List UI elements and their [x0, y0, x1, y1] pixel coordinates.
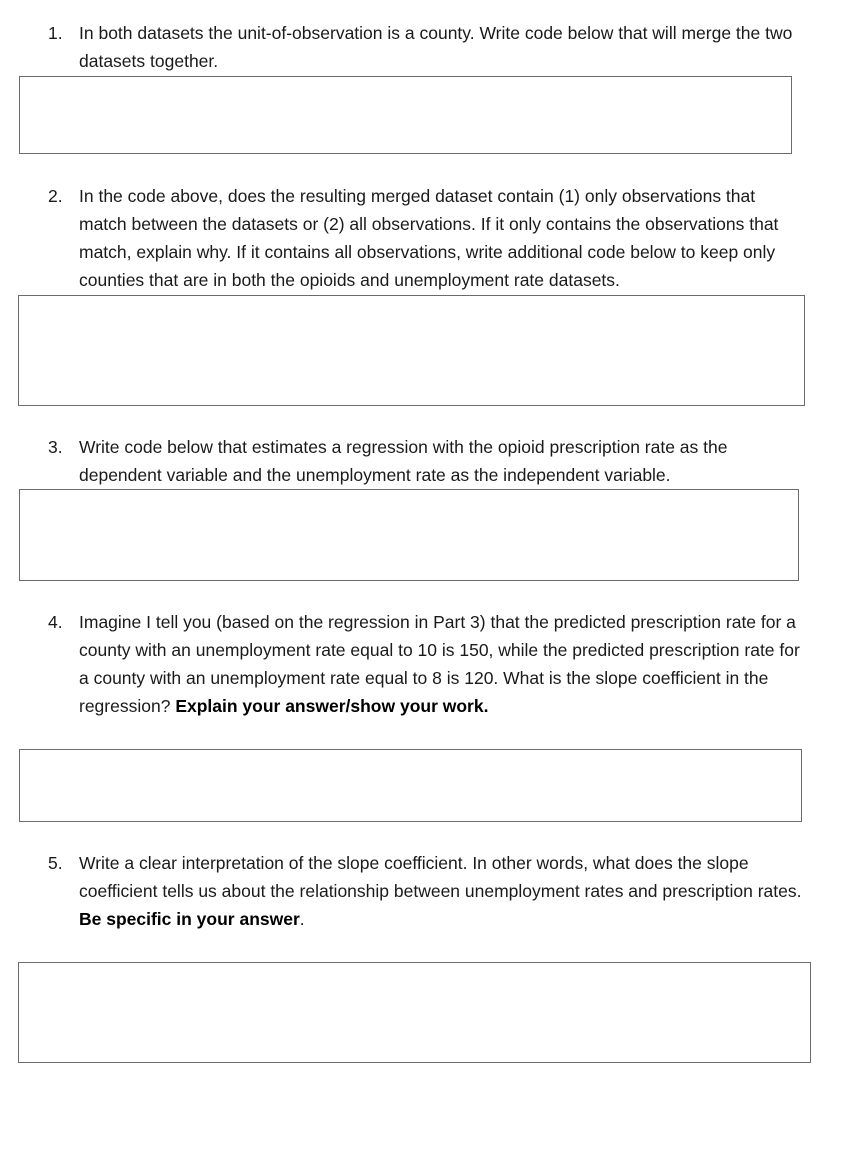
question-number: 5.	[48, 853, 63, 873]
question-text: Write code below that estimates a regression with the opioid prescription rate as the dependent variable and the unemployment rate as the independent variable.	[79, 437, 728, 485]
answer-box-2[interactable]	[18, 295, 805, 406]
question-text: In both datasets the unit-of-observation is a county. Write code below that will merge the two datasets together.	[79, 23, 793, 71]
answer-box-4[interactable]	[19, 749, 802, 822]
question-text: In the code above, does the resulting merged dataset contain (1) only observations that match between the datasets or (2) all observations. If it only contains the observations that match, explain why. If it contains all observations, write additional code below to keep only counties that are in both the opioids and unemployment rate datasets.	[79, 186, 779, 290]
question-number: 1.	[48, 23, 63, 43]
question-number: 3.	[48, 437, 63, 457]
question-text: Imagine I tell you (based on the regression in Part 3) that the predicted prescription rate for a county with an unemployment rate equal to 10 is 150, while the predicted prescription rate for a county with an unemployment rate equal to 8 is 120. What is the slope coefficient in the regression? Explain your answer/show your work.	[79, 612, 800, 716]
answer-box-3[interactable]	[19, 489, 799, 581]
answer-box-5[interactable]	[18, 962, 811, 1063]
question-number: 2.	[48, 186, 63, 206]
question-number: 4.	[48, 612, 63, 632]
answer-box-1[interactable]	[19, 76, 792, 154]
question-text: Write a clear interpretation of the slope coefficient. In other words, what does the slope coefficient tells us about the relationship between unemployment rates and prescription rates. Be specific in your answer.	[79, 853, 802, 929]
